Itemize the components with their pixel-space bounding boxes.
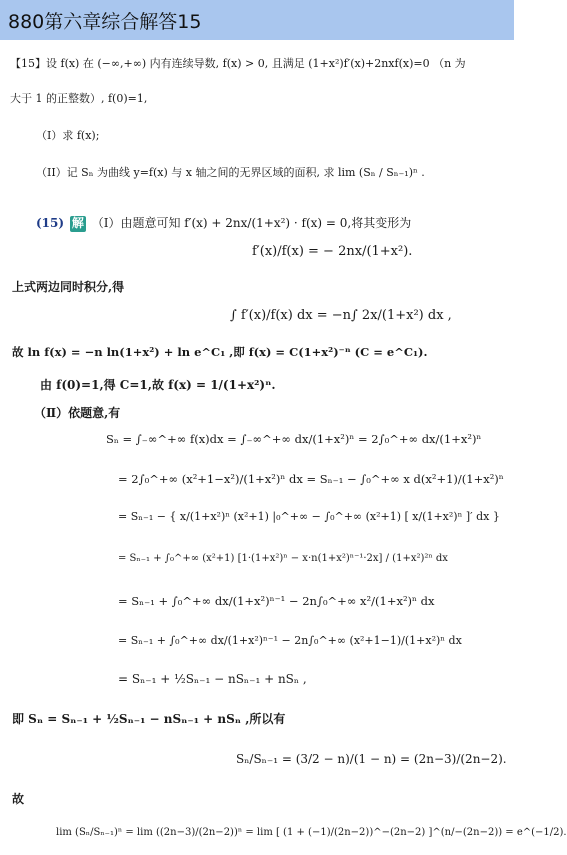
- equation-line-2: = 2∫₀^+∞ (x²+1−x²)/(1+x²)ⁿ dx = Sₙ₋₁ − ∫₀^+∞ x d(x²+1)/(1+x²)ⁿ: [118, 472, 504, 486]
- problem-part-1: （I）求 f(x);: [36, 129, 100, 142]
- problem-line-1: 【15】设 f(x) 在 (−∞,+∞) 内有连续导数, f(x) > 0, 且满足 (1+x²)f′(x)+2nxf(x)=0 （n 为: [10, 57, 466, 70]
- solution-step-6: 由 f(0)=1,得 C=1,故 f(x) = 1/(1+x²)ⁿ.: [40, 378, 276, 392]
- equation-line-1: Sₙ = ∫₋∞^+∞ f(x)dx = ∫₋∞^+∞ dx/(1+x²)ⁿ = 2∫₀^+∞ dx/(1+x²)ⁿ: [106, 432, 482, 446]
- equation-line-4: = Sₙ₋₁ + ∫₀^+∞ (x²+1) [1·(1+x²)ⁿ − x·n(1+x²)ⁿ⁻¹·2x] / (1+x²)²ⁿ dx: [118, 553, 448, 564]
- solution-step-5: 故 ln f(x) = −n ln(1+x²) + ln e^C₁ ,即 f(x) = C(1+x²)⁻ⁿ (C = e^C₁).: [12, 345, 428, 359]
- answer-number: (15): [36, 216, 65, 230]
- equation-line-3: = Sₙ₋₁ − { x/(1+x²)ⁿ (x²+1) |₀^+∞ − ∫₀^+∞ (x²+1) [ x/(1+x²)ⁿ ]′ dx }: [118, 510, 500, 523]
- problem-line-2: 大于 1 的正整数）, f(0)=1,: [10, 92, 148, 105]
- equation-line-5: = Sₙ₋₁ + ∫₀^+∞ dx/(1+x²)ⁿ⁻¹ − 2n∫₀^+∞ x²/(1+x²)ⁿ dx: [118, 594, 435, 608]
- solution-step-7: （Ⅱ）依题意,有: [34, 406, 121, 420]
- document-body: [0, 40, 567, 855]
- equation-ratio: Sₙ/Sₙ₋₁ = (3/2 − n)/(1 − n) = (2n−3)/(2n−2).: [236, 752, 507, 766]
- page-title: 880第六章综合解答15: [8, 11, 202, 33]
- equation-4: ∫ f′(x)/f(x) dx = −n∫ 2x/(1+x²) dx ,: [230, 308, 452, 323]
- equation-line-6: = Sₙ₋₁ + ∫₀^+∞ dx/(1+x²)ⁿ⁻¹ − 2n∫₀^+∞ (x²+1−1)/(1+x²)ⁿ dx: [118, 634, 462, 647]
- solution-step-3: 上式两边同时积分,得: [12, 280, 125, 294]
- solution-step-1: （Ⅰ）由题意可知 f′(x) + 2nx/(1+x²) · f(x) = 0,将其变形为: [91, 216, 412, 230]
- solution-intro: [36, 216, 411, 232]
- equation-line-7: = Sₙ₋₁ + ½Sₙ₋₁ − nSₙ₋₁ + nSₙ ,: [118, 672, 307, 686]
- solution-step-8: 即 Sₙ = Sₙ₋₁ + ½Sₙ₋₁ − nSₙ₋₁ + nSₙ ,所以有: [12, 712, 286, 726]
- title-bar: [0, 0, 514, 40]
- equation-limit: lim (Sₙ/Sₙ₋₁)ⁿ = lim ((2n−3)/(2n−2))ⁿ = lim [ (1 + (−1)/(2n−2))^−(2n−2) ]^(n/−(2n−2)) = e^(−1/2).: [56, 827, 567, 838]
- jie-badge: 解: [71, 216, 84, 230]
- problem-part-2: （II）记 Sₙ 为曲线 y=f(x) 与 x 轴之间的无界区域的面积, 求 lim (Sₙ / Sₙ₋₁)ⁿ .: [36, 166, 425, 179]
- equation-2: f′(x)/f(x) = − 2nx/(1+x²).: [252, 244, 413, 259]
- solution-step-10: 故: [12, 792, 25, 806]
